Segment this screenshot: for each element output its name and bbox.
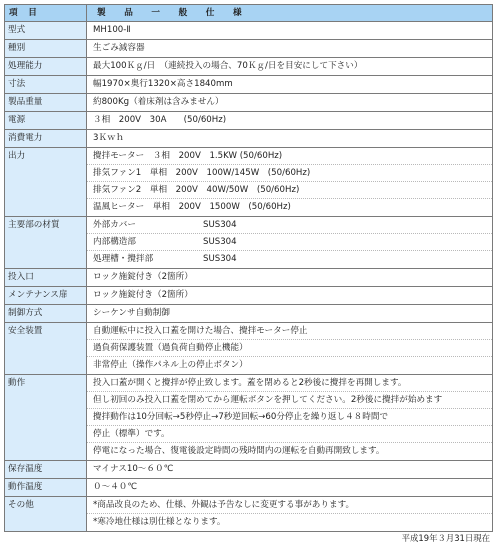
spec-row [5,112,493,130]
row-label: 製品重量 [5,94,87,112]
spec-row [5,375,493,461]
row-value [87,269,493,287]
value-line: マイナス10～６０℃ [93,464,174,474]
row-label: 種別 [5,40,87,58]
row-value [87,76,493,94]
material-part: 内部構造部 [93,237,136,247]
material-line [87,251,492,268]
header-spec: 製 品 一 般 仕 様 [87,5,493,22]
row-value [87,58,493,76]
row-label: 制御方式 [5,305,87,323]
row-value [87,497,493,532]
value-line: 攪拌モーター ３相 200V 1.5KW (50/60Hz) [87,148,492,165]
spec-row [5,40,493,58]
spec-row [5,22,493,40]
row-value [87,94,493,112]
material-value: SUS304 [203,220,237,230]
row-value [87,130,493,148]
row-label: 動作温度 [5,479,87,497]
row-label: 電源 [5,112,87,130]
value-line: ０～４０℃ [93,482,138,492]
date-note: 平成19年３月31日現在 [401,533,490,543]
row-label: 主要部の材質 [5,217,87,269]
row-label: メンテナンス扉 [5,287,87,305]
row-value [87,217,493,269]
material-line [87,234,492,251]
value-line: ３相 200V 30A (50/60Hz) [93,115,227,125]
spec-row [5,323,493,375]
value-line: ロック施錠付き（2箇所） [93,272,193,282]
value-line: *商品改良のため、仕様、外観は予告なしに変更する事があります。 [87,497,492,514]
value-line: 排気ファン2 単相 200V 40W/50W (50/60Hz) [87,182,492,199]
row-label: 出力 [5,148,87,217]
row-label: 保存温度 [5,461,87,479]
value-line: 温風ヒーター 単相 200V 1500W (50/60Hz) [93,202,291,212]
spec-row [5,58,493,76]
value-line: 投入口蓋が開くと攪拌が停止致します。蓋を閉めると2秒後に攪拌を再開します。 [87,375,492,392]
row-label: 型式 [5,22,87,40]
spec-row [5,305,493,323]
row-value [87,305,493,323]
value-line: シーケンサ自動制御 [93,308,170,318]
row-value [87,287,493,305]
row-label: 投入口 [5,269,87,287]
spec-row [5,287,493,305]
value-line: 排気ファン1 単相 200V 100W/145W (50/60Hz) [87,165,492,182]
row-label: 寸法 [5,76,87,94]
value-line: 但し初回のみ投入口蓋を閉めてから運転ボタンを押してください。2秒後に攪拌が始めます [87,392,492,409]
spec-row [5,497,493,532]
row-label: 動作 [5,375,87,461]
spec-row [5,461,493,479]
row-value [87,479,493,497]
value-line: 過負荷保護装置（過負荷自動停止機能） [87,340,492,357]
value-line: 停止（標準）です。 [87,426,492,443]
value-line: MH100-Ⅱ [93,25,131,35]
value-line: 停電になった場合、復電後設定時間の残時間内の運転を自動再開致します。 [93,446,385,456]
header-row [5,5,493,22]
value-line: 最大100Ｋｇ/日 （連続投入の場合、70Ｋｇ/日を目安にして下さい） [93,61,363,71]
spec-row [5,130,493,148]
value-line: 生ごみ減容器 [93,43,145,53]
value-line: 幅1970×奥行1320×高さ1840mm [93,79,233,89]
row-value [87,148,493,217]
row-value [87,461,493,479]
spec-row [5,269,493,287]
material-part: 処理槽・攪拌部 [93,254,154,264]
row-value [87,375,493,461]
material-line [87,217,492,234]
material-value: SUS304 [203,254,237,264]
spec-row [5,76,493,94]
row-value [87,323,493,375]
material-value: SUS304 [203,237,237,247]
row-value [87,22,493,40]
row-label: 処理能力 [5,58,87,76]
value-line: 非常停止（操作パネル上の停止ボタン） [93,360,248,370]
value-line: *寒冷地仕様は別仕様となります。 [93,517,226,527]
row-label: その他 [5,497,87,532]
value-line: 約800Kg（着床剤は含みません） [93,97,224,107]
material-part: 外部カバー [93,220,136,230]
row-label: 安全装置 [5,323,87,375]
spec-row [5,94,493,112]
spec-row [5,148,493,217]
value-line: 3Ｋｗｈ [93,133,125,143]
spec-row [5,479,493,497]
value-line: 自動運転中に投入口蓋を開けた場合、攪拌モーター停止 [87,323,492,340]
value-line: ロック施錠付き（2箇所） [93,290,193,300]
value-line: 攪拌動作は10分回転→5秒停止→7秒逆回転→60分停止を繰り返し４８時間で [87,409,492,426]
spec-row [5,217,493,269]
header-item: 項 目 [5,5,87,22]
row-value [87,112,493,130]
row-label: 消費電力 [5,130,87,148]
row-value [87,40,493,58]
spec-table [4,4,493,532]
